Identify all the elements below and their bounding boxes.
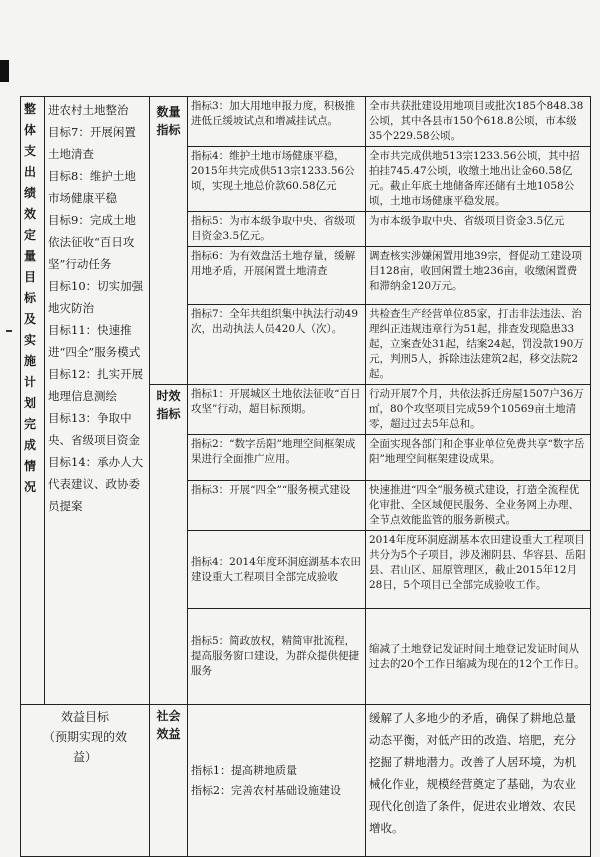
indicator-cell: 指标4：2014年度环洞庭湖基本农田建设重大工程项目全部完成验收 <box>188 531 366 609</box>
section-label: 整体支出绩效定量目标及实施计划完成情况 <box>21 97 45 705</box>
indicator-cell: 指标3：加大用地申报力度，积极推进低丘缓坡试点和增减挂试点。 <box>188 97 366 147</box>
goal-item: 目标13：争取中央、省级项目资金 <box>48 411 140 447</box>
indicator-cell: 指标7：全年共组织集中执法行动49次，出动执法人员420人（次）。 <box>188 305 366 385</box>
table-row <box>21 705 591 857</box>
indicator-cell: 指标5：为市本级争取中央、省级项目资金3.5亿元。 <box>188 212 366 247</box>
completion-cell: 全面实现各部门和企事业单位免费共享“数字岳阳”地理空间框架建设成果。 <box>366 435 591 481</box>
completion-cell: 共检查生产经营单位85家，打击非法违法、治理纠正违规违章行为51起，排查发现隐患33起，立案查处31起，结案24起，罚没款190万元，判刑5人，拆除违法建筑2起，移交法院2起。 <box>366 305 591 385</box>
benefit-completion: 缓解了人多地少的矛盾，确保了耕地总量动态平衡，对低产田的改造、培肥，充分挖掘了耕地潜力。改善了人居环境，为机械化作业，规模经营奠定了基础，为农业现代化创造了条件，促进农业增效、农民增收。 <box>366 705 591 857</box>
goal-item: 目标12：扎实开展地理信息测绘 <box>48 367 144 403</box>
table-row <box>21 97 591 147</box>
goal-item: 目标11：快速推进“四全”服务模式 <box>48 323 141 359</box>
benefit-indicators <box>188 705 366 857</box>
category-quantity: 数量指标 <box>150 97 188 385</box>
goal-item: 目标9：完成土地依法征收“百日攻坚”行动任务 <box>48 213 136 271</box>
goal-item: 目标10：切实加强地灾防治 <box>48 279 144 315</box>
indicator-cell: 指标4：维护土地市场健康平稳，2015年共完成供513宗1233.56公顷，实现土地总价款60.58亿元 <box>188 147 366 212</box>
completion-cell: 行动开展7个月，共依法拆迁房屋1507户36万㎡，80个攻坚项目完成59个10569亩土地清零，超过过去5年总和。 <box>366 385 591 435</box>
indicator-cell: 指标6：为有效盘活土地存量，缓解用地矛盾，开展闲置土地清查 <box>188 247 366 305</box>
benefit-goal-label <box>21 705 150 857</box>
indicator-cell: 指标5：简政放权，精简审批流程，提高服务窗口建设，为群众提供便捷服务 <box>188 609 366 705</box>
benefit-label-subtitle: （预期实现的效益） <box>42 730 127 764</box>
completion-cell: 全市共完成供地513宗1233.56公顷，其中招拍挂745.47公顷，收缴土地出让金60.58亿元。截止年底土地储备库还储有土地1058公顷，土地市场健康平稳发展。 <box>366 147 591 212</box>
performance-table <box>20 96 591 857</box>
indicator-cell: 指标3：开展“四全”“服务模式建设 <box>188 481 366 531</box>
completion-cell: 2014年度环洞庭湖基本农田建设重大工程项目共分为5个子项目，涉及湘阴县、华容县、岳阳县、君山区、屈原管理区，截止2015年12月28日，5个项目已全部完成验收工作。 <box>366 531 591 609</box>
goals-list <box>45 97 150 705</box>
benefit-indicator: 指标1：提高耕地质量 <box>191 763 297 777</box>
goal-item: 进农村土地整治 <box>48 103 129 117</box>
category-social: 社会效益 <box>150 705 188 857</box>
margin-tick <box>6 330 12 332</box>
goal-item: 目标14：承办人大代表建议、政协委员提案 <box>48 455 144 513</box>
benefit-indicator: 指标2：完善农村基础设施建设 <box>191 783 341 797</box>
goal-item: 目标8：维护土地市场健康平稳 <box>48 169 136 205</box>
category-timeliness: 时效指标 <box>150 385 188 705</box>
goal-item: 目标7：开展闲置土地清查 <box>48 125 136 161</box>
completion-cell: 调查核实涉嫌闲置用地39宗，督促动工建设项目128亩，收回闲置土地236亩，收缴闲置费和滞纳金120万元。 <box>366 247 591 305</box>
completion-cell: 快速推进“四全”服务模式建设，打造全流程优化审批、全区域便民服务、全业务网上办理、全节点效能监管的服务新模式。 <box>366 481 591 531</box>
indicator-cell: 指标2：“数字岳阳”地理空间框架成果进行全面推广应用。 <box>188 435 366 481</box>
page-edge-mark <box>0 60 9 82</box>
completion-cell: 全市共获批建设用地项目或批次185个848.38公顷，其中各县市150个618.8公顷，市本级35个229.58公顷。 <box>366 97 591 147</box>
completion-cell: 缩减了土地登记发证时间土地登记发证时间从过去的20个工作日缩减为现在的12个工作日。 <box>366 609 591 705</box>
completion-cell: 为市本级争取中央、省级项目资金3.5亿元 <box>366 212 591 247</box>
benefit-label-title: 效益目标 <box>60 710 109 724</box>
indicator-cell: 指标1：开展城区土地依法征收“百日攻坚”行动，超目标预期。 <box>188 385 366 435</box>
